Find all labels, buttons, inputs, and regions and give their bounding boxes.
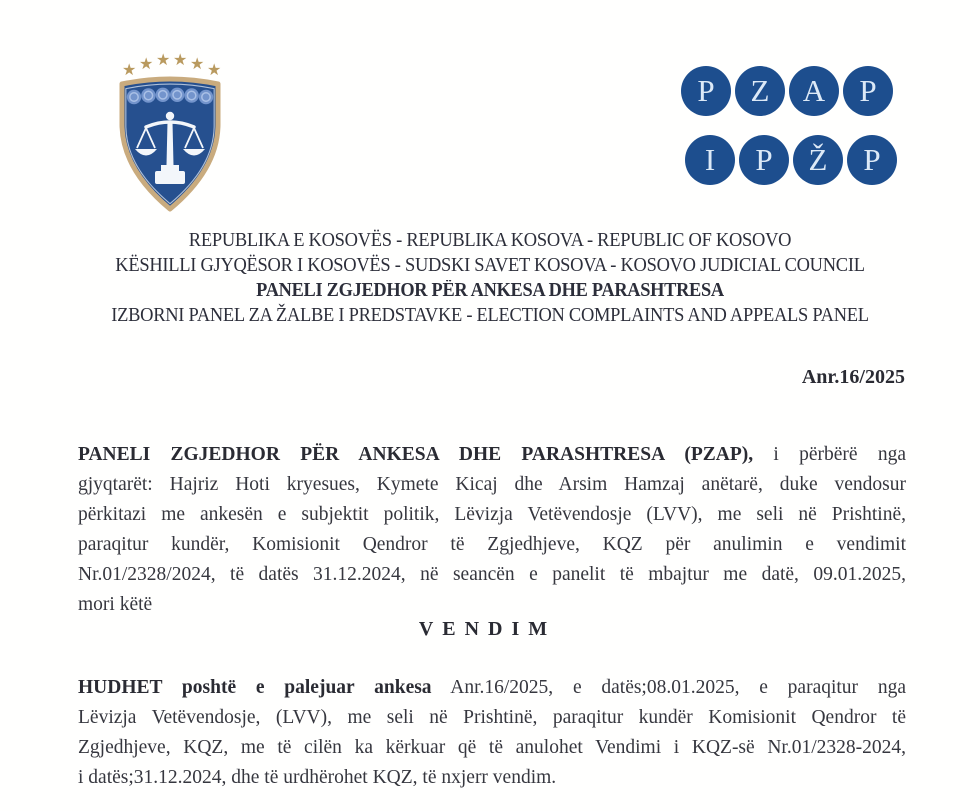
institution-header (0, 228, 980, 328)
paragraph-line: mori këtë (78, 594, 153, 615)
paragraph-line: Zgjedhjeve, KQZ, me të cilën ka kërkuar që të anulohet Vendimi i KQZ-së Nr.01/2328-2024, (78, 737, 906, 758)
star-icon: ★ (173, 52, 188, 69)
shield-scales-icon (114, 72, 226, 214)
pzap-logo-row2 (685, 135, 903, 185)
header-panel-line: PANELI ZGJEDHOR PËR ANKESA DHE PARASHTRESA (256, 280, 724, 301)
case-number: Anr.16/2025 (801, 366, 905, 388)
intro-paragraph (78, 440, 906, 620)
logo-letter-circle: Z (735, 66, 785, 116)
logo-letter-circle: Ž (793, 135, 843, 185)
decision-heading: VENDIM (418, 618, 557, 640)
paragraph-line: Lëvizja Vetëvendosje, (LVV), me seli në Prishtinë, paraqitur kundër Komisionit Qendror të (78, 707, 906, 728)
header-republic-line: REPUBLIKA E KOSOVËS - REPUBLIKA KOSOVA - REPUBLIC OF KOSOVO (188, 229, 792, 251)
logo-letter-circle: P (739, 135, 789, 185)
star-icon: ★ (156, 52, 171, 69)
pzap-logo-row1 (681, 66, 903, 116)
star-icon: ★ (190, 56, 205, 73)
star-icon: ★ (207, 62, 222, 79)
paragraph-line: HUDHET poshtë e palejuar ankesa Anr.16/2025, e datës;08.01.2025, e paraqitur nga (78, 677, 906, 698)
paragraph-line: PANELI ZGJEDHOR PËR ANKESA DHE PARASHTRESA (PZAP), i përbërë nga (78, 444, 906, 465)
header-panel-translation-line: IZBORNI PANEL ZA ŽALBE I PREDSTAVKE - ELECTION COMPLAINTS AND APPEALS PANEL (111, 304, 869, 326)
logo-letter-circle: A (789, 66, 839, 116)
paragraph-line: i datës;31.12.2024, dhe të urdhërohet KQZ, të nxjerr vendim. (78, 767, 557, 788)
logo-letter-circle: P (681, 66, 731, 116)
ruling-bold: HUDHET poshtë e palejuar ankesa (78, 677, 432, 698)
pzap-logo (681, 66, 903, 185)
judicial-council-emblem (112, 50, 230, 218)
logo-letter-circle: P (843, 66, 893, 116)
panel-name-bold: PANELI ZGJEDHOR PËR ANKESA DHE PARASHTRESA (PZAP), (78, 444, 754, 465)
ruling-paragraph (78, 673, 906, 793)
star-icon: ★ (122, 62, 137, 79)
paragraph-line: Nr.01/2328/2024, të datës 31.12.2024, në seancën e panelit të mbajtur me datë, 09.01.2025, (78, 564, 906, 585)
paragraph-line: gjyqtarët: Hajriz Hoti kryesues, Kymete Kicaj dhe Arsim Hamzaj anëtarë, duke vendosur (78, 474, 906, 495)
logo-letter-circle: I (685, 135, 735, 185)
header-council-line: KËSHILLI GJYQËSOR I KOSOVËS - SUDSKI SAVET KOSOVA - KOSOVO JUDICIAL COUNCIL (115, 254, 865, 276)
logo-letter-circle: P (847, 135, 897, 185)
paragraph-line: përkitazi me ankesën e subjektit politik, Lëvizja Vetëvendosje (LVV), me seli në Prishtinë, (78, 504, 906, 525)
paragraph-line: paraqitur kundër, Komisionit Qendror të Zgjedhjeve, KQZ për anulimin e vendimit (78, 534, 906, 555)
star-icon: ★ (139, 56, 154, 73)
